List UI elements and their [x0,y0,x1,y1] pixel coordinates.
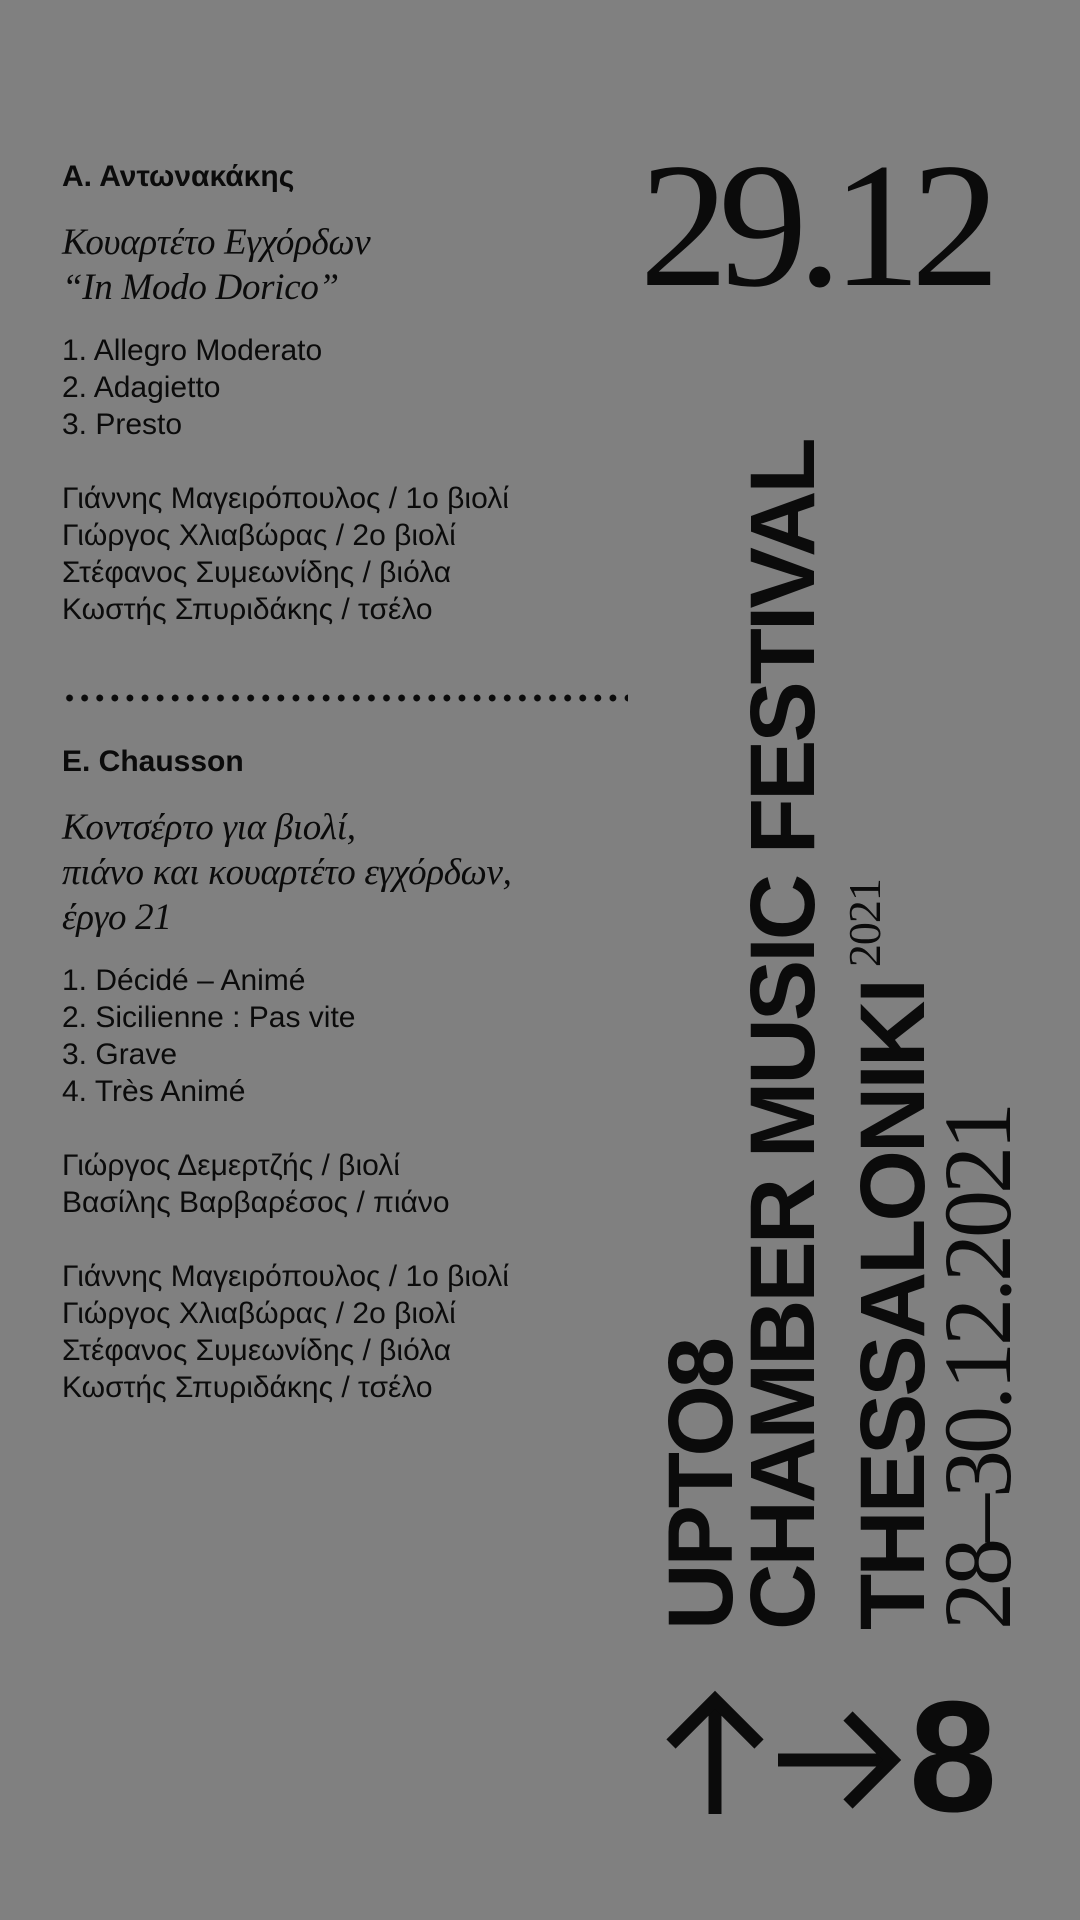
concert-date: 29.12 [639,126,990,324]
festival-brand: UPTO8 [650,1339,752,1630]
performer-list [62,1258,642,1406]
performer-item: Στέφανος Συμεωνίδης / βιόλα [62,556,452,589]
work-title-line: “In Modo Dorico” [62,267,339,308]
arrow-up-icon [671,1700,759,1814]
performer-item: Κωστής Σπυριδάκης / τσέλο [62,593,433,626]
movement-item: 4. Très Animé [62,1075,246,1108]
performer-item: Γιώργος Χλιαβώρας / 2ο βιολί [62,1297,456,1330]
soloist-item: Βασίλης Βαρβαρέσος / πιάνο [62,1186,450,1219]
arrow-right-icon [778,1716,892,1804]
performer-item: Γιάννης Μαγειρόπουλος / 1ο βιολί [62,482,509,515]
work-title [62,220,642,310]
program-section-2 [62,743,642,1406]
movement-list [62,332,642,443]
performer-list [62,480,642,628]
performer-item: Στέφανος Συμεωνίδης / βιόλα [62,1334,452,1367]
festival-city [824,450,944,1630]
logo-digit: 8 [909,1690,997,1820]
work-title-line: έργο 21 [62,897,172,938]
movement-item: 2. Adagietto [62,371,221,404]
movement-item: 3. Grave [62,1038,178,1071]
festival-city-text: THESSALONIKI [842,981,944,1630]
movement-item: 3. Presto [62,408,183,441]
festival-logo [660,1690,1000,1820]
logo-graphic [660,1690,1000,1820]
dotted-divider [62,694,628,702]
performer-item: Γιώργος Χλιαβώρας / 2ο βιολί [62,519,456,552]
work-title-line: πιάνο και κουαρτέτο εγχόρδων, [62,852,512,893]
composer-name: E. Chausson [62,745,244,778]
performer-item: Κωστής Σπυριδάκης / τσέλο [62,1371,433,1404]
festival-year: 2021 [839,879,890,968]
work-title-line: Κοντσέρτο για βιολί, [62,807,356,848]
work-title [62,805,642,940]
festival-name: CHAMBER MUSIC FESTIVAL [732,440,834,1630]
soloist-item: Γιώργος Δεμερτζής / βιολί [62,1149,400,1182]
soloist-list [62,1147,642,1221]
movement-list [62,962,642,1110]
composer-name: Α. Αντωνακάκης [62,160,295,193]
program-section-1 [62,158,642,628]
movement-item: 2. Sicilienne : Pas vite [62,1001,356,1034]
movement-item: 1. Décidé – Animé [62,964,306,997]
festival-title-block [650,440,1031,1630]
movement-item: 1. Allegro Moderato [62,334,323,367]
work-title-line: Κουαρτέτο Εγχόρδων [62,222,371,263]
performer-item: Γιάννης Μαγειρόπουλος / 1ο βιολί [62,1260,509,1293]
festival-dates: 28–30.12.2021 [924,1106,1031,1630]
